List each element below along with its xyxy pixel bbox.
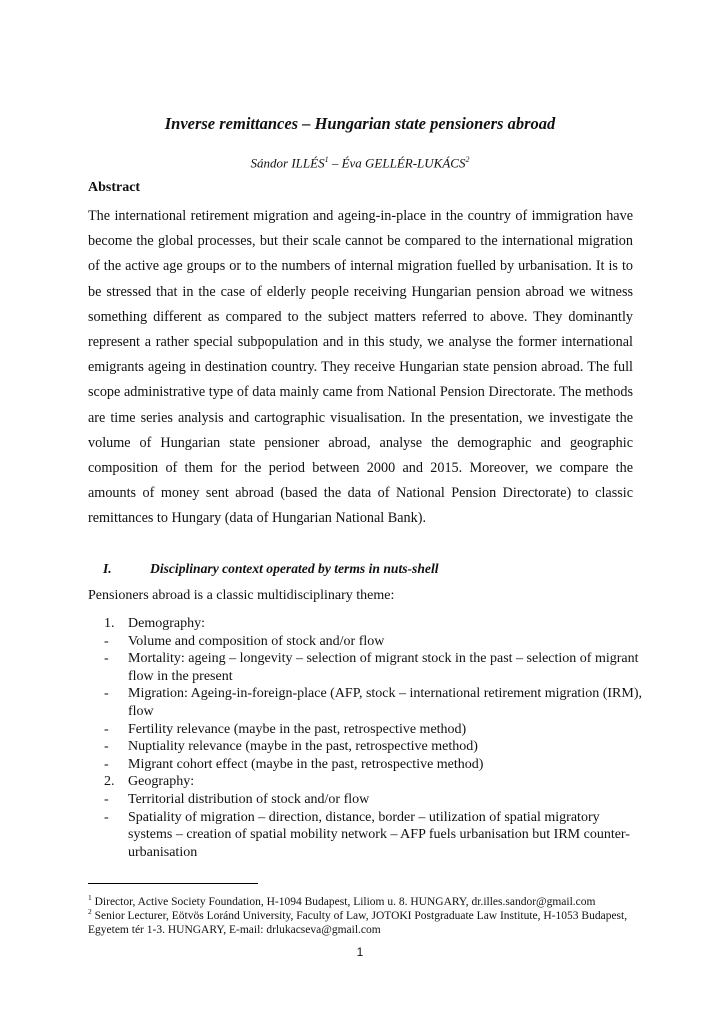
footnote-ref[interactable]: 2 bbox=[465, 155, 470, 164]
section-number: I. bbox=[103, 561, 112, 576]
list-item bbox=[104, 809, 644, 862]
list-item bbox=[104, 791, 644, 809]
footnote-text: Senior Lecturer, Eötvös Loránd University, Faculty of Law, JOTOKI Postgraduate Law Institute, H-1053 Budapest, Egyetem tér 1-3. HUNGARY, E-mail: drlukacseva@gmail.com bbox=[88, 909, 628, 936]
list-item-text: Demography: bbox=[128, 616, 205, 631]
topic-list bbox=[104, 615, 644, 861]
list-item bbox=[104, 756, 644, 774]
list-item-text: Volume and composition of stock and/or flow bbox=[128, 633, 385, 649]
list-item-text: Spatiality of migration – direction, distance, border – utilization of spatial migratory systems – creation of spatial mobility network – AFP fuels urbanisation but IRM counter-urbanisation bbox=[128, 809, 630, 860]
list-marker: 2. bbox=[104, 774, 115, 790]
list-item-text: Mortality: ageing – longevity – selection of migrant stock in the past – selection of migrant flow in the present bbox=[128, 651, 639, 684]
footnote-divider bbox=[88, 883, 258, 884]
section-title: Disciplinary context operated by terms in nuts-shell bbox=[150, 561, 439, 576]
author-name: Éva GELLÉR-LUKÁCS bbox=[341, 155, 466, 171]
intro-text: Pensioners abroad is a classic multidisciplinary theme: bbox=[88, 588, 395, 603]
list-item bbox=[104, 633, 644, 651]
list-marker: - bbox=[104, 686, 109, 702]
list-item-text: Nuptiality relevance (maybe in the past, retrospective method) bbox=[128, 739, 478, 755]
list-marker: - bbox=[104, 756, 109, 772]
abstract-text: The international retirement migration and ageing-in-place in the country of immigration have become the global processes, but their scale cannot be compared to the international migration of the active age groups or to the numbers of internal migration fuelled by urbanisation. It is to be stressed that in the case of elderly people receiving Hungarian pension abroad we witness something different as compared to the subject matters referred to above. They dominantly represent a rather special subpopulation and in this study, we analyse the former international emigrants ageing in destination country. They receive Hungarian state pension abroad. The full scope administrative type of data mainly came from National Pension Directorate. The methods are time series analysis and cartographic visualisation. In the presentation, we investigate the volume of Hungarian state pensioner abroad, analyse the demographic and geographic composition of them for the period between 2000 and 2015. Moreover, we compare the amounts of money sent abroad (based the data of National Pension Directorate) to classic remittances to Hungary (data of Hungarian National Bank). bbox=[88, 208, 633, 527]
list-item-text: Migration: Ageing-in-foreign-place (AFP, stock – international retirement migration (IRM), flow bbox=[128, 686, 642, 719]
list-marker: - bbox=[104, 633, 109, 649]
list-item-text: Territorial distribution of stock and/or flow bbox=[128, 791, 370, 807]
footnote-text: Director, Active Society Foundation, H-1094 Budapest, Liliom u. 8. HUNGARY, dr.illes.sandor@gmail.com bbox=[91, 895, 596, 908]
list-marker: - bbox=[104, 791, 109, 807]
footnote-mark: 2 bbox=[88, 907, 92, 916]
list-item bbox=[104, 738, 644, 756]
list-marker: - bbox=[104, 739, 109, 755]
section-heading bbox=[103, 561, 439, 577]
list-item bbox=[104, 773, 644, 791]
list-item-text: Fertility relevance (maybe in the past, retrospective method) bbox=[128, 721, 467, 737]
abstract-heading: Abstract bbox=[88, 180, 141, 195]
author-name: Sándor ILLÉS bbox=[250, 155, 325, 171]
page-number: 1 bbox=[356, 945, 364, 959]
author-separator: – bbox=[328, 155, 342, 171]
paper-title: Inverse remittances – Hungarian state pensioners abroad bbox=[164, 114, 556, 133]
list-marker: - bbox=[104, 809, 109, 825]
list-item-text: Migrant cohort effect (maybe in the past, retrospective method) bbox=[128, 756, 484, 772]
list-item bbox=[104, 615, 644, 633]
footnote-ref[interactable]: 1 bbox=[324, 155, 329, 164]
list-marker: - bbox=[104, 721, 109, 737]
author-line bbox=[0, 155, 720, 171]
list-item-text: Geography: bbox=[128, 774, 195, 790]
footnote bbox=[88, 905, 633, 937]
list-marker: - bbox=[104, 651, 109, 667]
list-item bbox=[104, 685, 644, 720]
list-item bbox=[104, 650, 644, 685]
list-item bbox=[104, 721, 644, 739]
footnote-mark: 1 bbox=[88, 893, 92, 902]
list-marker: 1. bbox=[104, 616, 115, 631]
